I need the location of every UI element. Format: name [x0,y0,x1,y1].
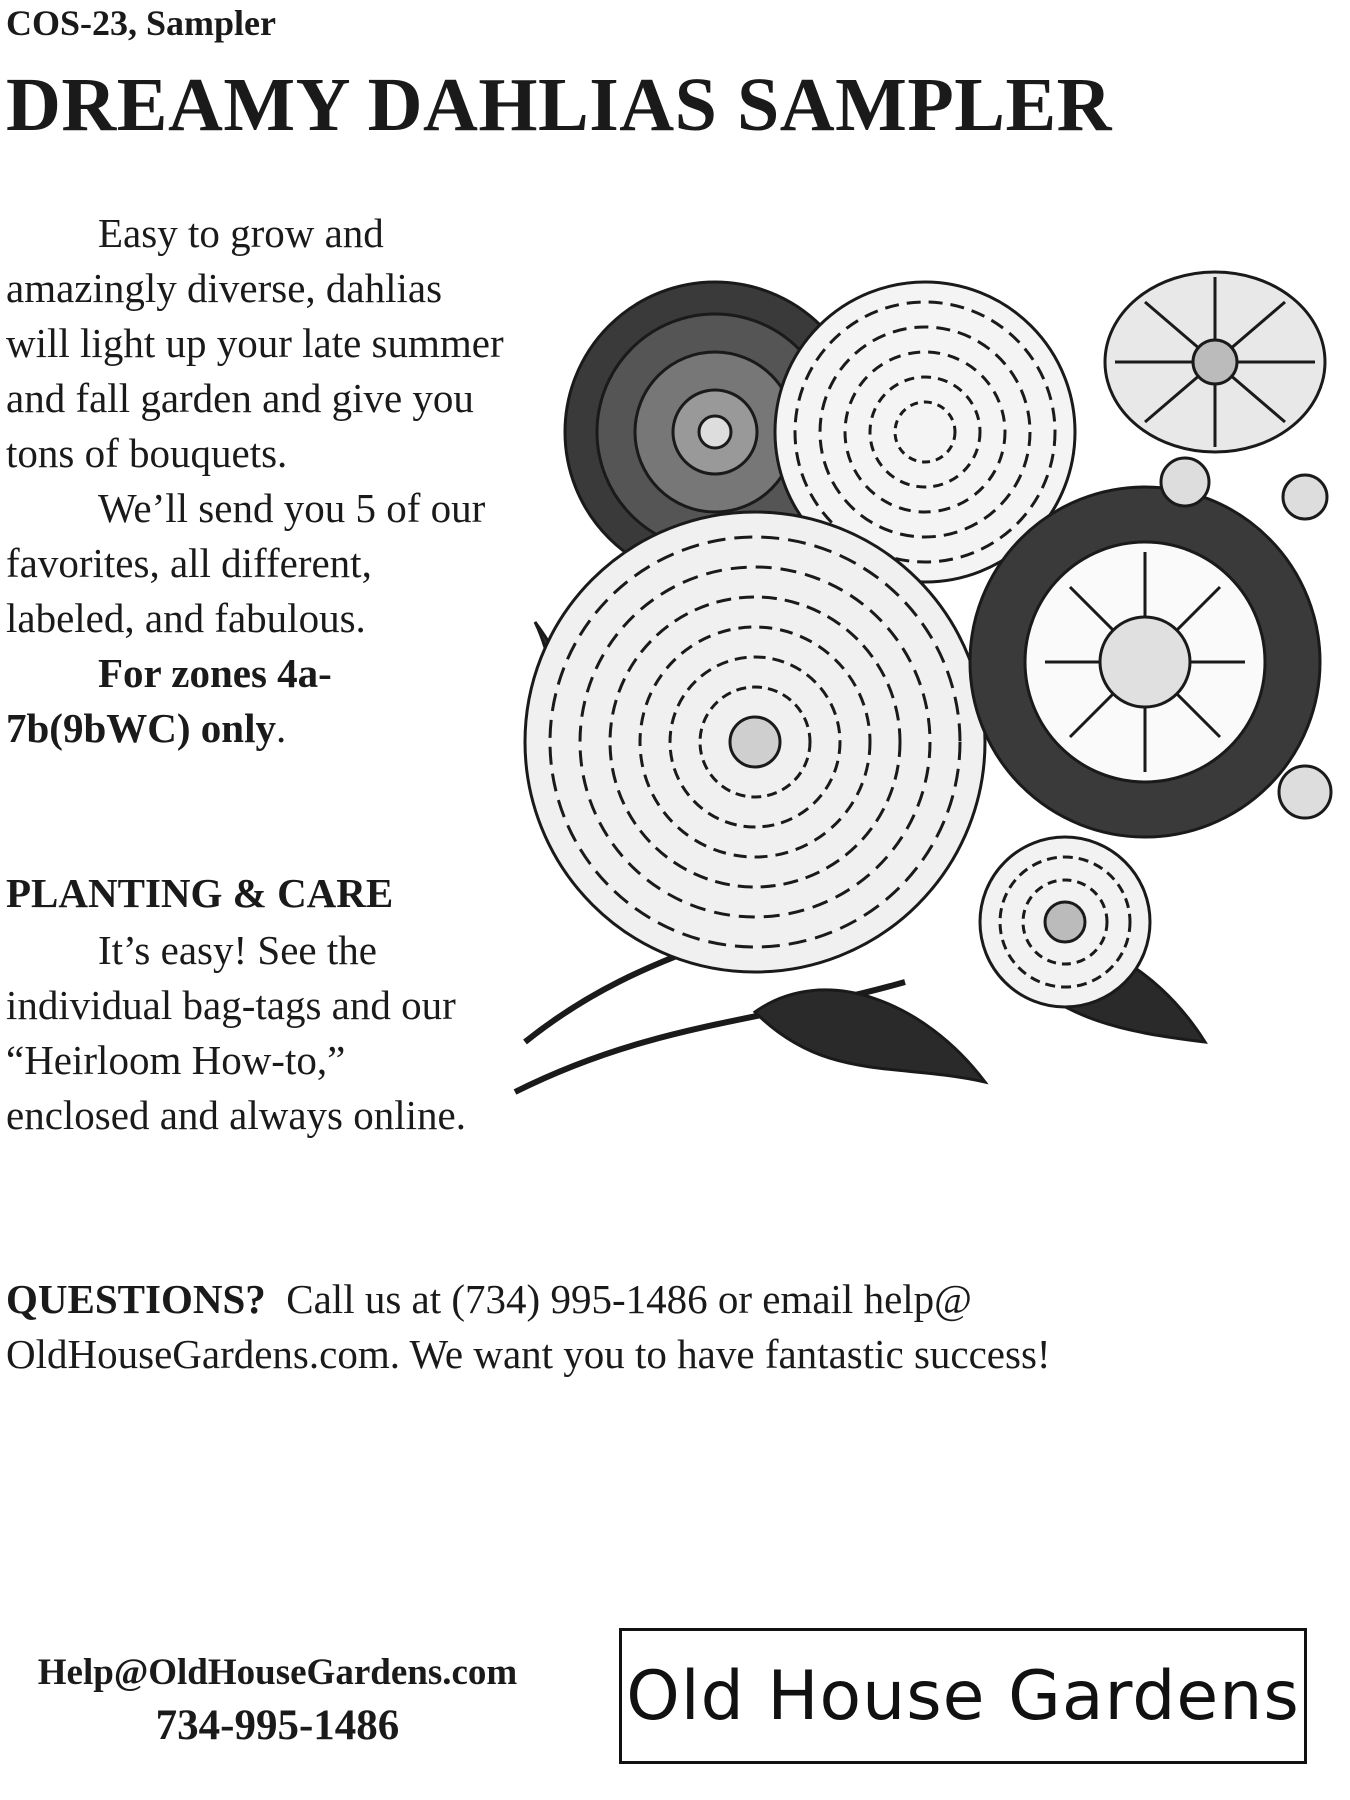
intro-paragraph-1 [6,206,506,481]
care-heading: PLANTING & CARE [6,870,394,916]
contact-phone[interactable]: 734-995-1486 [155,1702,400,1749]
contact-block [0,1648,555,1754]
zones-note [6,646,506,756]
contact-email[interactable]: Help@OldHouseGardens.com [37,1652,518,1693]
intro-text [6,206,506,756]
intro-paragraph-2-text: We’ll send you 5 of our favorites, all different, labeled, and fabulous. [6,485,486,641]
care-paragraph: It’s easy! See the individual bag-tags and our “Heirloom How-to,” enclosed and always online. [6,927,466,1138]
questions-text: Call us at (734) 995-1486 or email help@ OldHouseGardens.com. We want you to have fantastic success! [6,1276,1051,1377]
intro-paragraph-1-text: Easy to grow and amazingly diverse, dahlias will light up your late summer and fall garden and give you tons of bouquets. [6,210,504,476]
zones-label: For zones 4a-7b(9bWC) only [6,650,332,751]
zones-period: . [275,705,287,751]
product-code: COS-23, Sampler [6,3,276,43]
dahlia-bouquet-engraving-icon [505,262,1345,1112]
questions-block [6,1272,1306,1382]
intro-paragraph-2 [6,481,506,646]
logo-text: Old House Gardens [626,1656,1300,1736]
questions-label: QUESTIONS? [6,1276,266,1322]
logo [619,1628,1307,1764]
page-title: DREAMY DAHLIAS SAMPLER [6,63,1113,147]
care-text [6,923,486,1143]
